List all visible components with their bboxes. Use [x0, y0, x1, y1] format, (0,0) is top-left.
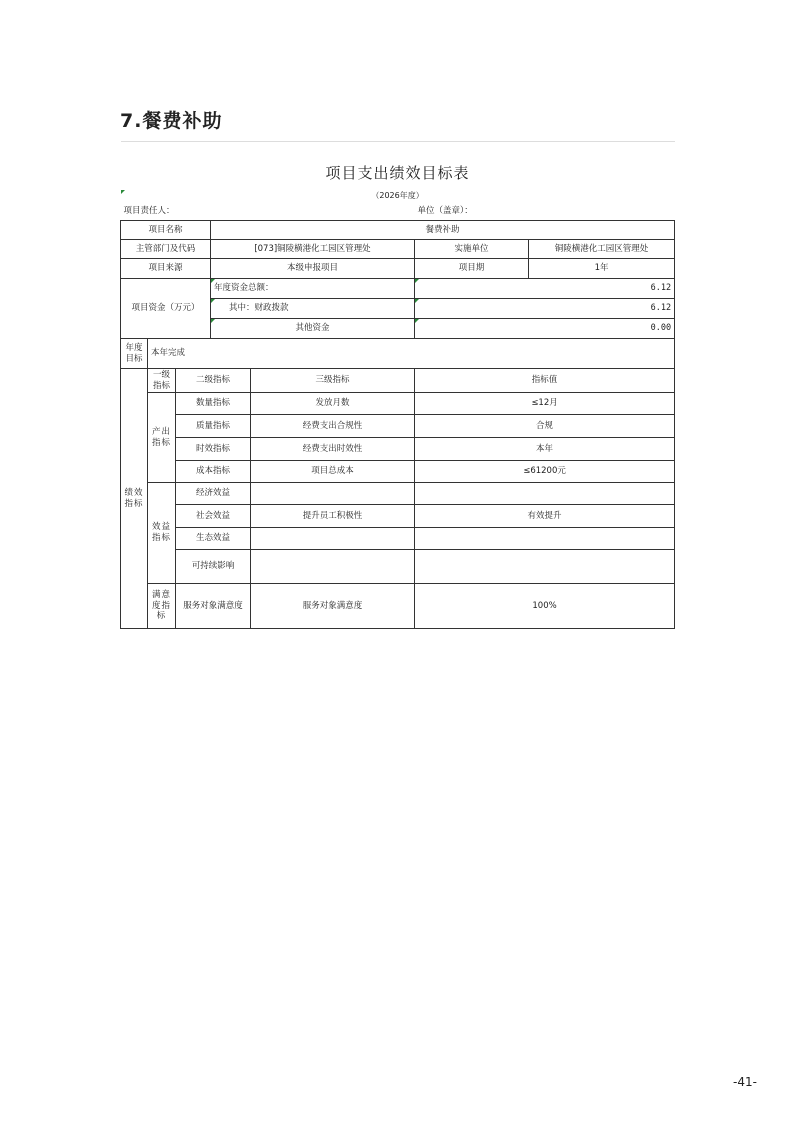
output-value: ≤61200元	[415, 461, 675, 483]
project-name-label: 项目名称	[121, 221, 211, 240]
funds-total-value: 6.12	[415, 279, 675, 299]
benefit-value: 有效提升	[415, 505, 675, 528]
benefit-l2: 社会效益	[176, 505, 251, 528]
output-l3: 发放月数	[251, 393, 415, 415]
output-value: 合规	[415, 415, 675, 438]
period-label: 项目期	[415, 259, 529, 279]
table-row	[121, 393, 675, 415]
responsible-label: 项目责任人：	[123, 205, 175, 216]
output-value: 本年	[415, 438, 675, 461]
performance-target-table	[120, 141, 675, 629]
goal-label: 年度目标	[121, 339, 148, 369]
benefit-l3	[251, 528, 415, 550]
output-l2: 质量指标	[176, 415, 251, 438]
funds-fiscal-label: 其中：财政拨款	[211, 299, 415, 319]
goal-value: 本年完成	[148, 339, 675, 369]
output-l2: 时效指标	[176, 438, 251, 461]
benefit-l3	[251, 483, 415, 505]
benefit-l2: 可持续影响	[176, 550, 251, 584]
impl-value: 铜陵横港化工园区管理处	[529, 240, 675, 259]
output-l2: 成本指标	[176, 461, 251, 483]
output-l3: 经费支出合规性	[251, 415, 415, 438]
header-value: 指标值	[415, 369, 675, 393]
benefit-l2: 经济效益	[176, 483, 251, 505]
benefit-l3	[251, 550, 415, 584]
satisfaction-indicator-label: 满意度指标	[148, 584, 176, 629]
output-l3: 项目总成本	[251, 461, 415, 483]
year-note: （2026年度）	[121, 190, 675, 203]
benefit-indicator-label: 效益指标	[148, 483, 176, 584]
unit-label: 单位（盖章）：	[417, 205, 473, 216]
satisfaction-l3: 服务对象满意度	[251, 584, 415, 629]
source-label: 项目来源	[121, 259, 211, 279]
source-value: 本级申报项目	[211, 259, 415, 279]
header-l1: 一级指标	[148, 369, 176, 393]
unit-value	[529, 203, 675, 221]
benefit-value	[415, 483, 675, 505]
project-name-value: 餐费补助	[211, 221, 675, 240]
funds-other-value: 0.00	[415, 319, 675, 339]
perf-indicator-label: 绩效指标	[121, 369, 148, 629]
impl-label: 实施单位	[415, 240, 529, 259]
output-l3: 经费支出时效性	[251, 438, 415, 461]
benefit-l2: 生态效益	[176, 528, 251, 550]
output-l2: 数量指标	[176, 393, 251, 415]
table-row	[121, 438, 675, 461]
funds-label: 项目资金（万元）	[121, 279, 211, 339]
funds-total-label: 年度资金总额：	[211, 279, 415, 299]
table-row	[121, 550, 675, 584]
satisfaction-l2: 服务对象满意度	[176, 584, 251, 629]
section-title: 7.餐费补助	[120, 110, 223, 132]
header-l3: 三级指标	[251, 369, 415, 393]
dept-label: 主管部门及代码	[121, 240, 211, 259]
table-row	[121, 483, 675, 505]
table-row	[121, 505, 675, 528]
benefit-value	[415, 550, 675, 584]
funds-fiscal-value: 6.12	[415, 299, 675, 319]
table-row	[121, 461, 675, 483]
table-row	[121, 528, 675, 550]
satisfaction-value: 100%	[415, 584, 675, 629]
period-value: 1年	[529, 259, 675, 279]
table-row	[121, 415, 675, 438]
blank-row	[121, 142, 675, 158]
output-value: ≤12月	[415, 393, 675, 415]
funds-other-label: 其他资金	[211, 319, 415, 339]
table-row	[121, 584, 675, 629]
header-l2: 二级指标	[176, 369, 251, 393]
output-indicator-label: 产出指标	[148, 393, 176, 483]
page-number: -41-	[733, 1075, 757, 1089]
table-title: 项目支出绩效目标表	[325, 164, 470, 183]
benefit-l3: 提升员工积极性	[251, 505, 415, 528]
benefit-value	[415, 528, 675, 550]
responsible-value	[211, 203, 415, 221]
dept-value: [073]铜陵横港化工园区管理处	[211, 240, 415, 259]
